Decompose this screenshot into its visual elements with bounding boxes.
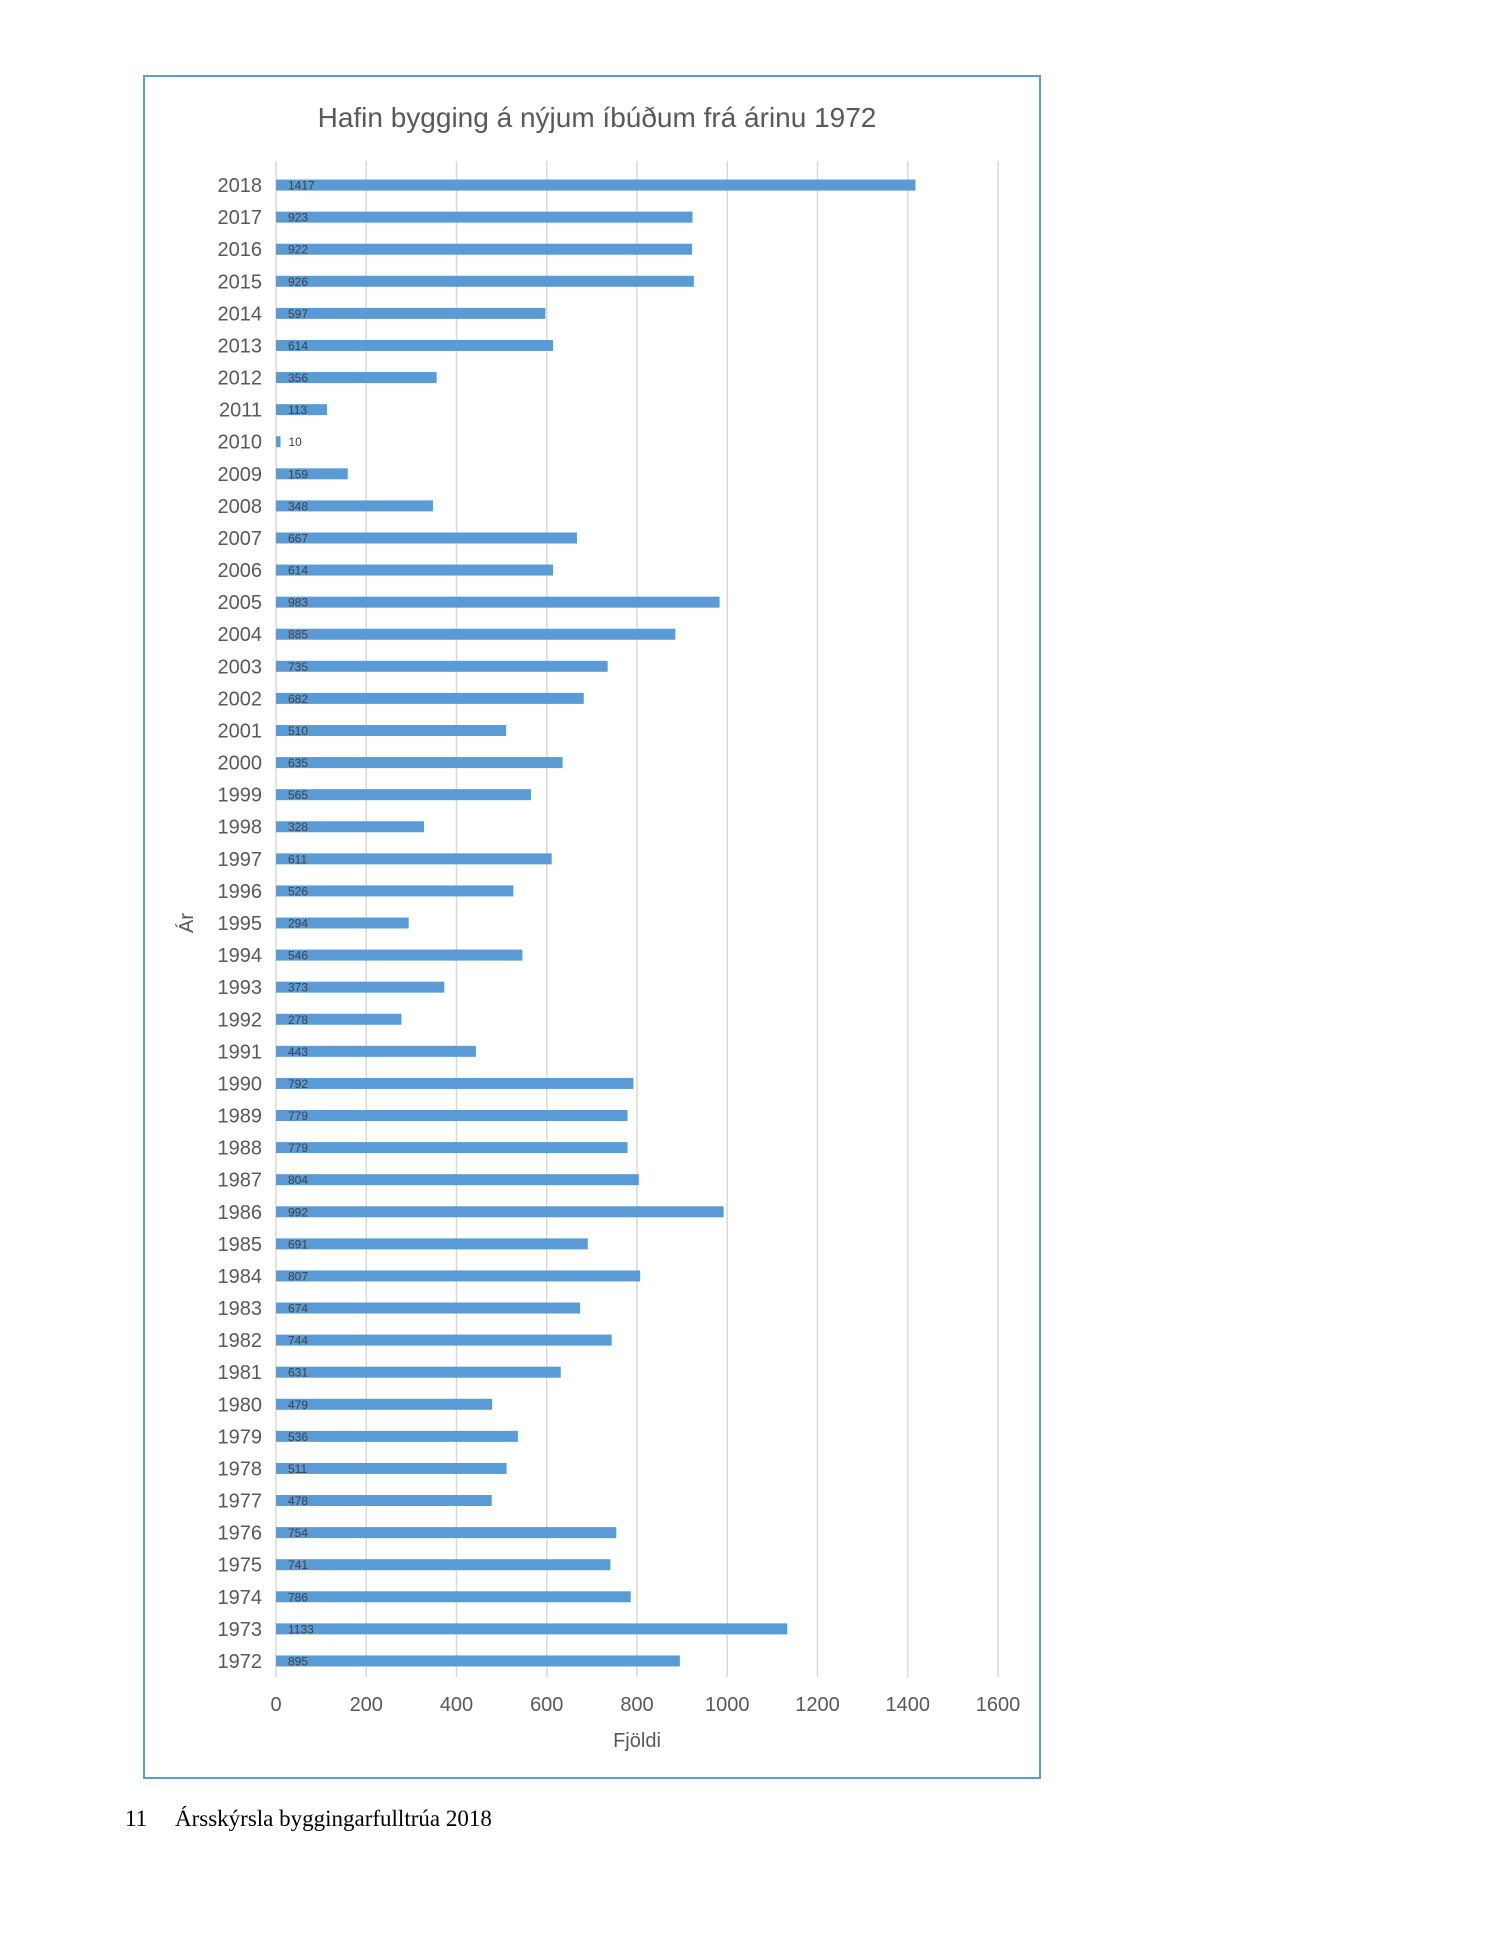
y-tick-label: 1983 — [217, 1298, 262, 1321]
bar — [276, 1399, 492, 1410]
bar — [276, 1109, 628, 1124]
data-label: 792 — [288, 1076, 309, 1091]
y-tick-label: 1992 — [217, 1009, 262, 1032]
y-tick-label: 1981 — [217, 1362, 262, 1385]
y-tick-label: 1984 — [217, 1265, 262, 1288]
data-label: 735 — [288, 659, 309, 674]
data-label: 113 — [288, 403, 308, 418]
y-tick-label: 1976 — [217, 1522, 262, 1545]
y-tick-label: 1987 — [217, 1169, 262, 1192]
y-tick-label: 1993 — [217, 977, 262, 1000]
bar-chart — [145, 77, 1039, 1777]
y-tick-label: 1982 — [217, 1330, 262, 1353]
y-tick-label: 2003 — [217, 656, 262, 679]
y-tick-label: 2010 — [217, 431, 262, 454]
x-tick-label: 800 — [620, 1694, 654, 1716]
data-label: 328 — [288, 820, 309, 835]
y-tick-label: 2002 — [217, 688, 262, 711]
data-label: 682 — [288, 691, 309, 706]
bar — [276, 1558, 610, 1573]
chart-title: Hafin bygging á nýjum íbúðum frá árinu 1972 — [317, 102, 877, 133]
data-label: 597 — [288, 306, 309, 321]
data-label: 526 — [288, 884, 309, 899]
y-tick-label: 1988 — [217, 1137, 262, 1160]
data-label: 294 — [288, 916, 309, 931]
x-tick-label: 1600 — [975, 1694, 1021, 1716]
y-tick-label: 2016 — [217, 239, 262, 262]
bars — [276, 179, 915, 1669]
data-label: 479 — [288, 1397, 309, 1412]
y-tick-label: 1980 — [217, 1394, 262, 1417]
data-label: 922 — [288, 242, 309, 257]
y-tick-label: 1991 — [217, 1041, 262, 1064]
y-tick-label: 2001 — [217, 720, 262, 743]
bar — [276, 1173, 639, 1188]
y-tick-label: 1977 — [217, 1490, 262, 1513]
bar — [276, 308, 545, 319]
x-tick-label: 1200 — [795, 1694, 840, 1716]
bar — [276, 180, 915, 191]
y-tick-label: 1998 — [217, 816, 262, 839]
x-axis-title: Fjöldi — [613, 1730, 661, 1752]
data-label: 478 — [288, 1494, 309, 1509]
y-tick-label: 1974 — [217, 1586, 262, 1609]
y-tick-label: 2008 — [217, 495, 262, 518]
y-axis-ticks — [218, 175, 263, 1673]
y-tick-label: 2012 — [217, 367, 262, 390]
bar — [276, 597, 720, 608]
y-tick-label: 1985 — [217, 1233, 262, 1256]
bar — [276, 661, 608, 672]
y-tick-label: 2007 — [217, 527, 262, 550]
bar — [276, 629, 675, 640]
data-label: 565 — [288, 788, 309, 803]
data-label: 611 — [288, 852, 308, 867]
x-tick-label: 400 — [439, 1694, 474, 1716]
data-label: 992 — [288, 1205, 309, 1220]
x-tick-label: 200 — [349, 1694, 383, 1716]
bar — [276, 1303, 580, 1314]
bar — [276, 1367, 561, 1378]
data-label: 631 — [288, 1365, 309, 1380]
bar — [276, 852, 552, 867]
data-label: 278 — [288, 1012, 309, 1027]
bar — [276, 1654, 680, 1669]
y-tick-label: 1975 — [217, 1554, 262, 1577]
y-tick-label: 1973 — [217, 1618, 262, 1641]
x-tick-label: 600 — [530, 1694, 564, 1716]
data-label: 536 — [288, 1429, 309, 1444]
y-tick-label: 2018 — [217, 175, 262, 198]
bar — [276, 340, 553, 351]
y-tick-label: 1995 — [217, 913, 262, 935]
data-label: 614 — [288, 338, 309, 353]
data-label: 356 — [288, 371, 309, 386]
bar — [276, 1526, 616, 1541]
bar — [276, 1078, 633, 1089]
bar — [276, 531, 577, 546]
data-label: 983 — [288, 595, 309, 610]
y-tick-label: 1994 — [217, 945, 262, 968]
data-label: 804 — [288, 1173, 309, 1188]
data-label: 614 — [288, 563, 309, 578]
data-label: 741 — [288, 1558, 309, 1573]
x-axis-ticks — [270, 1694, 1020, 1716]
bar — [276, 1494, 492, 1509]
y-tick-label: 1972 — [217, 1650, 262, 1673]
y-tick-label: 2005 — [217, 592, 262, 615]
y-tick-label: 2009 — [217, 463, 262, 486]
bar — [276, 950, 522, 961]
bar — [276, 436, 281, 447]
bar — [276, 1463, 507, 1474]
y-axis-title: Ár — [176, 913, 198, 933]
data-label: 510 — [288, 723, 309, 738]
y-tick-label: 1996 — [217, 880, 262, 903]
data-label: 926 — [288, 274, 309, 289]
y-tick-label: 2014 — [217, 303, 262, 326]
page-footer — [125, 1806, 492, 1832]
data-label: 511 — [288, 1461, 308, 1476]
bar — [276, 1237, 588, 1252]
data-label: 667 — [288, 531, 309, 546]
y-tick-label: 2013 — [217, 335, 262, 358]
data-label: 885 — [288, 627, 309, 642]
data-label: 779 — [288, 1109, 309, 1124]
chart-frame — [143, 75, 1041, 1779]
bar — [276, 1622, 787, 1637]
bar — [276, 725, 506, 736]
bar — [276, 756, 563, 771]
data-label: 807 — [288, 1269, 309, 1284]
y-tick-label: 1997 — [217, 848, 262, 871]
bar — [276, 212, 693, 223]
bar — [276, 1141, 628, 1156]
data-label: 373 — [288, 980, 309, 995]
data-label: 635 — [288, 756, 309, 771]
y-tick-label: 2000 — [217, 752, 262, 775]
y-tick-label: 1978 — [217, 1458, 262, 1481]
data-label: 674 — [288, 1301, 309, 1316]
bar — [276, 276, 694, 287]
data-label: 546 — [288, 948, 309, 963]
y-tick-label: 2011 — [218, 399, 262, 422]
x-tick-label: 0 — [270, 1694, 282, 1716]
data-label: 159 — [288, 467, 309, 482]
data-label: 786 — [288, 1590, 309, 1605]
y-tick-label: 1986 — [217, 1201, 262, 1224]
data-label: 744 — [288, 1333, 309, 1348]
data-label: 691 — [288, 1237, 309, 1252]
data-label: 10 — [288, 435, 302, 450]
data-label: 1417 — [288, 178, 315, 193]
bar — [276, 244, 692, 255]
bar — [276, 1431, 518, 1442]
data-label: 348 — [288, 499, 309, 514]
bar — [276, 1205, 724, 1220]
y-tick-label: 2017 — [217, 207, 262, 230]
bar — [276, 693, 584, 704]
y-tick-label: 2006 — [217, 560, 262, 583]
bar — [276, 1590, 631, 1605]
bar — [276, 884, 513, 899]
x-tick-label: 1400 — [885, 1694, 930, 1716]
data-label: 779 — [288, 1141, 309, 1156]
data-label: 754 — [288, 1526, 309, 1541]
bar — [276, 565, 553, 576]
bar — [276, 788, 531, 803]
document-title: Ársskýrsla byggingarfulltrúa 2018 — [175, 1806, 492, 1831]
y-tick-label: 2004 — [217, 624, 262, 647]
x-tick-label: 1000 — [705, 1694, 750, 1716]
page-number: 11 — [125, 1806, 148, 1831]
y-tick-label: 2015 — [217, 271, 262, 294]
y-tick-label: 1979 — [217, 1426, 262, 1449]
y-tick-label: 1990 — [217, 1073, 262, 1096]
bar — [276, 1269, 640, 1284]
data-label: 923 — [288, 210, 309, 225]
y-tick-label: 1999 — [217, 784, 262, 807]
data-label: 1133 — [288, 1622, 314, 1637]
data-label: 443 — [288, 1044, 309, 1059]
data-label: 895 — [288, 1654, 309, 1669]
y-tick-label: 1989 — [217, 1105, 262, 1128]
bar — [276, 1335, 612, 1346]
bar — [276, 467, 348, 482]
